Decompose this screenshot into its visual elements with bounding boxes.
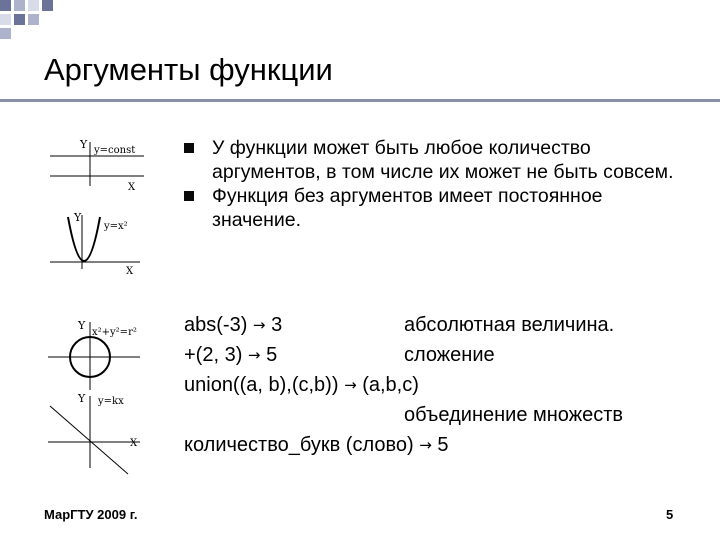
example-description: сложение <box>404 344 495 366</box>
graph-parabola-x-label: X <box>126 266 134 277</box>
example-expression: количество_букв (слово) <box>184 434 414 456</box>
bullet-item <box>182 136 682 184</box>
graph-linear-y-label: Y <box>78 392 86 405</box>
example-result: 5 <box>266 344 278 366</box>
example-expr <box>184 343 277 367</box>
bullet-text: У функции может быть любое количество аргументов, в том числе их может не быть совсем. <box>212 137 674 183</box>
title-divider <box>0 99 720 102</box>
graph-const-equation: y=const <box>94 145 136 156</box>
example-expr <box>184 313 282 337</box>
graph-linear <box>44 390 154 475</box>
graph-linear-equation: y=kx <box>98 396 124 407</box>
example-description: объединение множеств <box>404 404 623 426</box>
bullet-text: Функция без аргументов имеет постоянное значение. <box>212 185 603 231</box>
example-result: 5 <box>437 434 449 456</box>
example-expression: +(2, 3) <box>184 344 243 366</box>
slide-title: Аргументы функции <box>44 52 333 87</box>
graph-parabola-y-label: Y <box>74 211 82 224</box>
graph-circle <box>44 312 154 392</box>
arrow-icon: → <box>344 376 357 394</box>
graph-parabola <box>44 205 154 280</box>
graph-const-y-label: Y <box>80 138 88 151</box>
footer-text: МарГТУ 2009 г. <box>44 507 138 522</box>
graph-const <box>44 128 154 208</box>
square-bullet-icon <box>184 143 194 153</box>
example-expression: union((a, b),(c,b)) <box>184 374 339 396</box>
example-result: (a,b,c) <box>362 374 419 396</box>
example-expr <box>184 373 419 397</box>
bullet-item <box>182 184 682 232</box>
square-bullet-icon <box>184 191 194 201</box>
example-description: абсолютная величина. <box>404 314 615 336</box>
corner-decoration <box>0 0 80 40</box>
arrow-icon: → <box>252 316 266 334</box>
arrow-icon: → <box>419 436 432 454</box>
example-expr <box>184 433 449 457</box>
arrow-icon: → <box>247 346 261 364</box>
graph-linear-x-label: X <box>130 438 138 449</box>
example-result: 3 <box>271 314 283 336</box>
graph-const-x-label: X <box>128 182 136 193</box>
example-expression: abs(-3) <box>184 314 248 336</box>
bullet-list <box>182 136 682 232</box>
graph-circle-y-label: Y <box>78 319 86 332</box>
graph-circle-equation: x²+y²=r² <box>92 327 137 338</box>
graph-parabola-equation: y=x² <box>104 221 128 232</box>
page-number: 5 <box>666 507 674 522</box>
